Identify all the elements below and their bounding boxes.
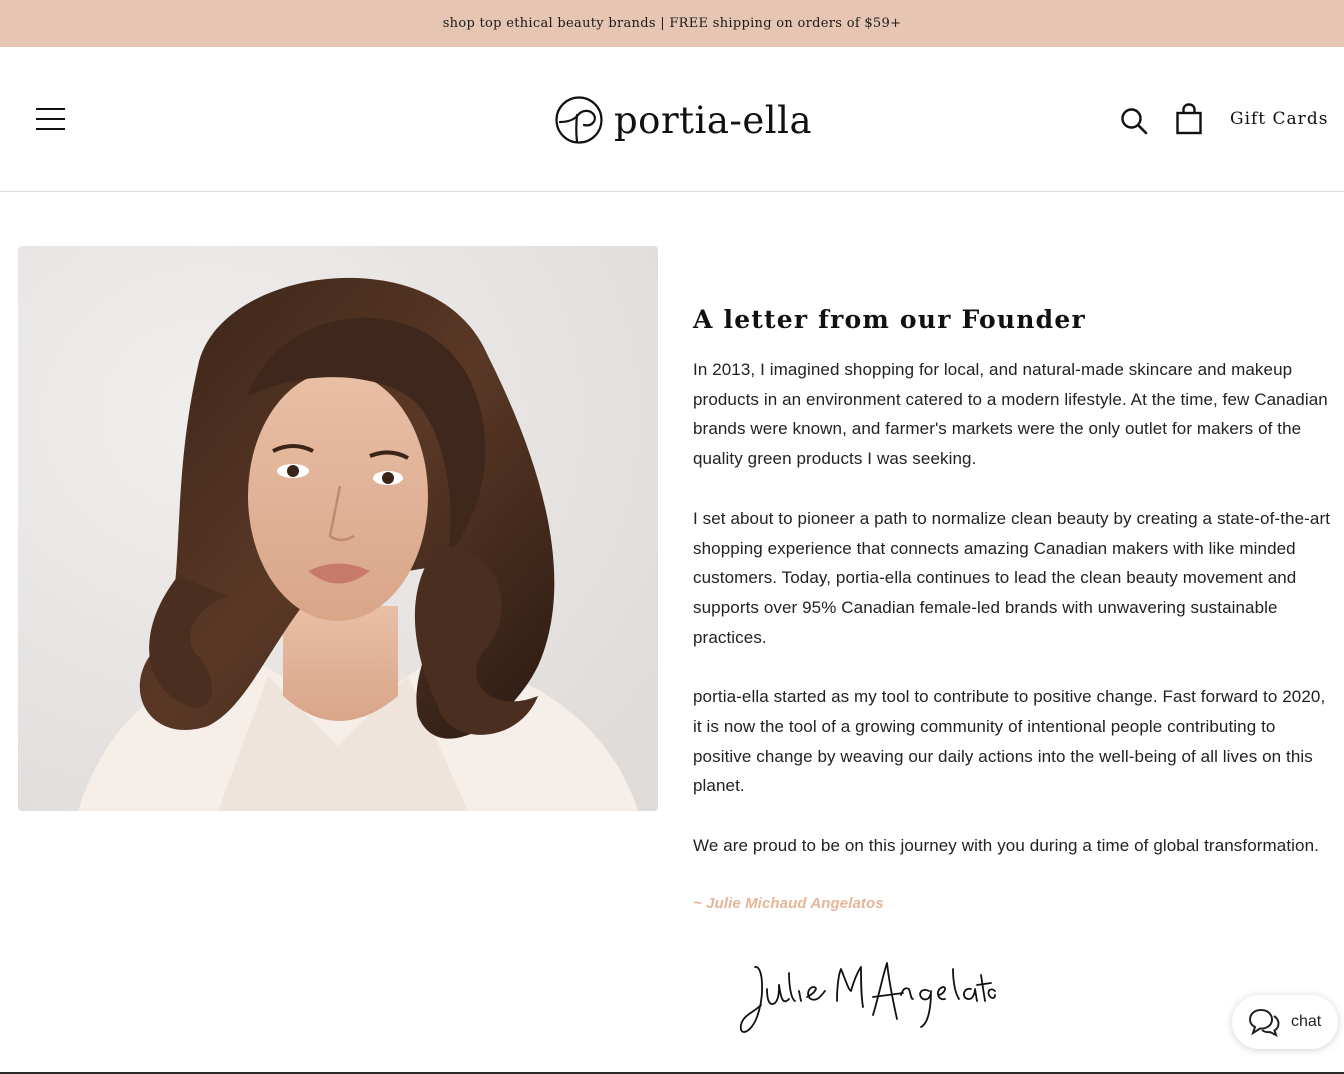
chat-button[interactable] xyxy=(1232,995,1338,1049)
logo-icon xyxy=(554,95,604,145)
author-name: ~ Julie Michaud Angelatos xyxy=(693,894,884,912)
menu-icon[interactable] xyxy=(36,107,66,131)
bag-icon[interactable] xyxy=(1176,103,1202,135)
announcement-bar xyxy=(0,0,1344,47)
announcement-text: shop top ethical beauty brands | FREE shipping on orders of $59+ xyxy=(442,16,902,31)
letter-paragraph: I set about to pioneer a path to normalize clean beauty by creating a state-of-the-art shopping experience that connects amazing Canadian makers with like minded customers. Today, portia-ella continues to lead the clean beauty movement and supports over 95% Canadian female-led brands with unwavering sustainable practices. xyxy=(693,508,1331,647)
letter-paragraph: We are proud to be on this journey with you during a time of global transformation. xyxy=(693,836,1319,856)
brand-name: portia-ella xyxy=(614,98,813,142)
letter-title: A letter from our Founder xyxy=(693,305,1086,334)
letter-paragraph: portia-ella started as my tool to contribute to positive change. Fast forward to 2020, it is now the tool of a growing community of intentional people contributing to positive change by weaving our daily actions into the well-being of all lives on this planet. xyxy=(693,687,1326,796)
gift-cards-link[interactable]: Gift Cards xyxy=(1230,109,1329,129)
search-icon[interactable] xyxy=(1120,107,1148,135)
chat-label: chat xyxy=(1291,1013,1322,1030)
brand-logo[interactable] xyxy=(554,95,812,145)
chat-bubble-icon xyxy=(1248,1007,1280,1037)
founder-letter xyxy=(693,303,1333,949)
founder-signature xyxy=(733,955,998,1045)
letter-paragraph: In 2013, I imagined shopping for local, and natural-made skincare and makeup products in an environment catered to a modern lifestyle. At the time, few Canadian brands were known, and farmer's markets were the only outlet for makers of the quality green products I was seeking. xyxy=(693,360,1328,469)
site-header xyxy=(0,47,1344,192)
founder-portrait xyxy=(18,246,658,811)
